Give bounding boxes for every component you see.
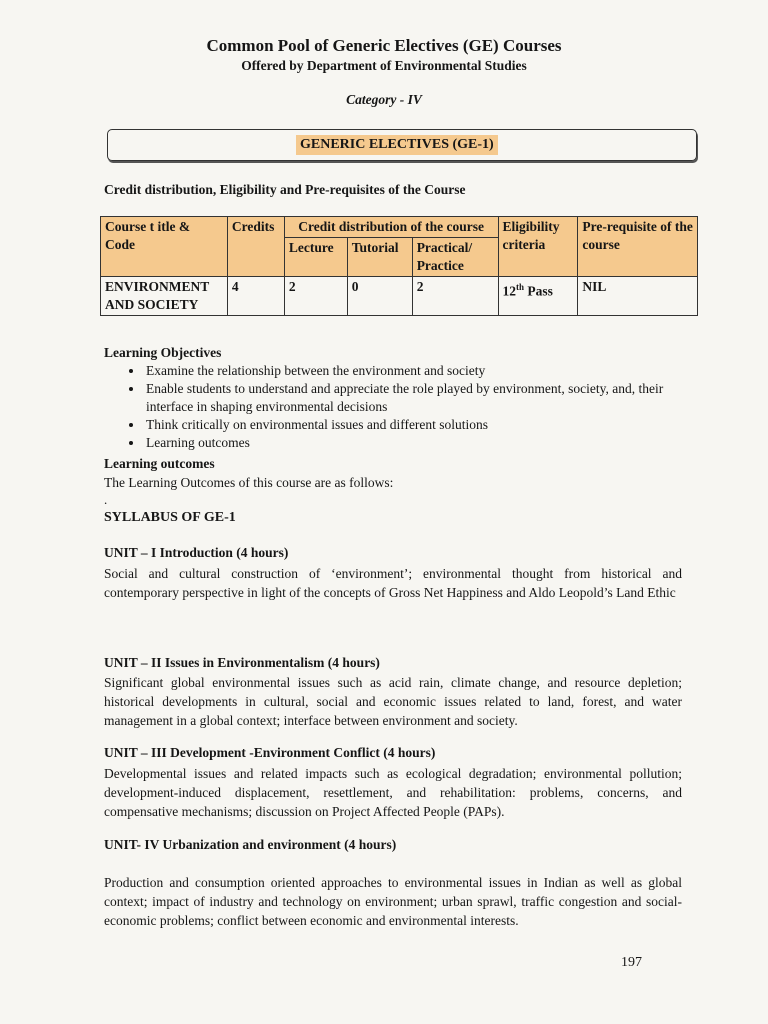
unit-4-text: Production and consumption oriented approaches to environmental issues in Indian as well as global context; impact of industry and technology on environment; urban sprawl, traffic congestion and social-economic problems; conflict between economic and environmental interests. bbox=[104, 875, 682, 928]
unit-3-title: UNIT – III Development -Environment Conflict (4 hours) bbox=[104, 745, 436, 760]
syllabus-title: SYLLABUS OF GE-1 bbox=[104, 510, 236, 525]
cell-credits: 4 bbox=[227, 277, 284, 316]
unit-2-title: UNIT – II Issues in Environmentalism (4 hours) bbox=[104, 655, 380, 670]
header-eligibility: Eligibility criteria bbox=[498, 217, 578, 277]
learning-outcomes-title: Learning outcomes bbox=[104, 456, 215, 471]
credit-distribution-heading: Credit distribution, Eligibility and Pre-requisites of the Course bbox=[104, 182, 466, 197]
header-credits: Credits bbox=[227, 217, 284, 277]
list-item: • Examine the relationship between the environment and society bbox=[144, 362, 709, 380]
unit-1-title: UNIT – I Introduction (4 hours) bbox=[104, 545, 289, 560]
page-number: 197 bbox=[621, 955, 642, 970]
list-item: • Think critically on environmental issues and different solutions bbox=[144, 416, 709, 434]
unit-4-title: UNIT- IV Urbanization and environment (4 hours) bbox=[104, 837, 397, 852]
eligibility-superscript: th bbox=[516, 282, 525, 292]
learning-objectives-list bbox=[122, 362, 709, 452]
header-tutorial: Tutorial bbox=[347, 238, 412, 277]
page-subtitle: Offered by Department of Environmental Studies bbox=[241, 58, 527, 73]
eligibility-tail: Pass bbox=[524, 283, 553, 299]
header-lecture: Lecture bbox=[284, 238, 347, 277]
table-row bbox=[101, 277, 698, 316]
header-prerequisite: Pre-requisite of the course bbox=[578, 217, 698, 277]
list-item: • Enable students to understand and appreciate the role played by environment, society, and, their interface in shaping environmental decisions bbox=[144, 380, 709, 416]
ge-heading-label: GENERIC ELECTIVES (GE-1) bbox=[296, 135, 498, 155]
header-credit-distribution: Credit distribution of the course bbox=[284, 217, 498, 238]
unit-3-text: Developmental issues and related impacts such as ecological degradation; environmental pollution; development-induced displacement, resettlement, and rehabilitation: problems, concerns, and compensative mechanisms; discussion on Project Affected People (PAPs). bbox=[104, 766, 682, 819]
stray-bullet: . bbox=[104, 492, 108, 507]
learning-outcomes-text: The Learning Outcomes of this course are as follows: bbox=[104, 475, 394, 490]
list-item: • Learning outcomes bbox=[144, 434, 709, 452]
course-table bbox=[100, 216, 698, 316]
cell-tutorial: 0 bbox=[347, 277, 412, 316]
unit-2-text: Significant global environmental issues such as acid rain, climate change, and resource depletion; historical developments in cultural, social and economic issues related to land, forest, and water management in a global context; interface between environment and society. bbox=[104, 675, 682, 728]
header-practical: Practical/ Practice bbox=[412, 238, 498, 277]
header-course-title: Course t itle & Code bbox=[101, 217, 228, 277]
learning-objectives-title: Learning Objectives bbox=[104, 345, 222, 360]
category-label: Category - IV bbox=[346, 92, 422, 107]
cell-lecture: 2 bbox=[284, 277, 347, 316]
eligibility-number: 12 bbox=[502, 283, 517, 299]
cell-course-name: ENVIRONMENT AND SOCIETY bbox=[101, 277, 228, 316]
cell-prerequisite: NIL bbox=[578, 277, 698, 316]
unit-1-text: Social and cultural construction of ‘environment’; environmental thought from historical and contemporary perspective in light of the concepts of Gross Net Happiness and Aldo Leopold’s Land Ethic bbox=[104, 566, 682, 600]
cell-eligibility bbox=[498, 277, 578, 316]
page-title: Common Pool of Generic Electives (GE) Courses bbox=[206, 36, 562, 55]
cell-practical: 2 bbox=[412, 277, 498, 316]
